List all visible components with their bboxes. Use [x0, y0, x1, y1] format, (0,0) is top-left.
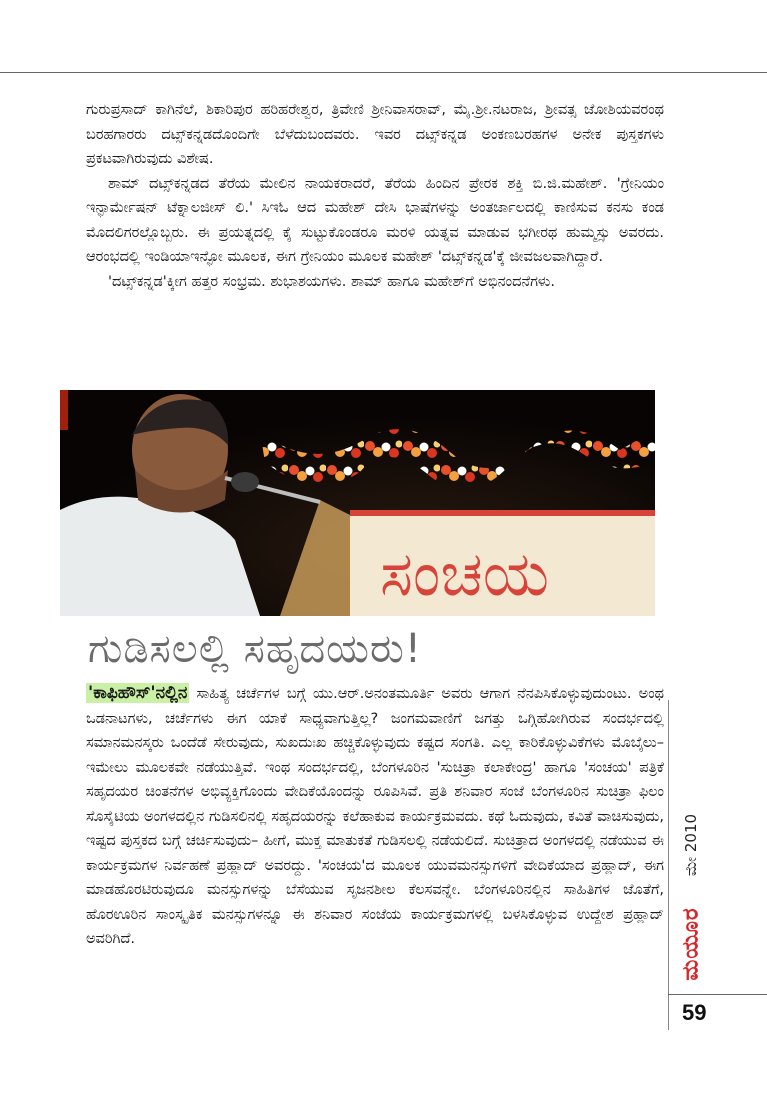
sanchaya-banner-text: ಸಂಚಯ [380, 537, 550, 610]
page-number: 59 [682, 1000, 707, 1025]
article-text [86, 681, 664, 952]
article-heading: ಗುಡಿಸಲಲ್ಲಿ ಸಹೃದಯರು! [88, 626, 422, 672]
sidebar-rule [668, 700, 669, 1030]
issue-date [676, 805, 706, 885]
event-photo [60, 390, 655, 616]
intro-paragraph-1: ಗುರುಪ್ರಸಾದ್ ಕಾಗಿನೆಲೆ, ಶಿಕಾರಿಪುರ ಹರಿಹರೇಶ್ವರ, ತ್ರಿವೇಣಿ ಶ್ರೀನಿವಾಸರಾವ್, ಮೈ.ಶ್ರೀ.ನಟರಾಜ, ಶ್ರೀವತ್ಸ ಜೋಶಿಯವರಂಥ ಬರಹಗಾರರು ದಟ್ಸ್‌ಕನ್ನಡದೊಂದಿಗೇ ಬೆಳೆದುಬಂದವರು. ಇವರ ದಟ್ಸ್‌ಕನ್ನಡ ಅಂಕಣಬರಹಗಳ ಅನೇಕ ಪುಸ್ತಕಗಳು ಪ್ರಕಟವಾಗಿರುವುದು ವಿಶೇಷ. [86, 102, 664, 167]
event-photo-illustration [60, 390, 655, 616]
intro-paragraph-2: ಶಾಮ್ ದಟ್ಸ್‌ಕನ್ನಡದ ತೆರೆಯ ಮೇಲಿನ ನಾಯಕರಾದರೆ, ತೆರೆಯ ಹಿಂದಿನ ಪ್ರೇರಕ ಶಕ್ತಿ ಬಿ.ಜಿ.ಮಹೇಶ್. 'ಗ್ರೇನಿಯಂ ಇನ್ಫಾರ್ಮೇಷನ್ ಟೆಕ್ನಾಲಜೀಸ್ ಲಿ.' ಸಿಇಓ ಆದ ಮಹೇಶ್ ದೇಸಿ ಭಾಷೆಗಳನ್ನು ಅಂತರ್ಜಾಲದಲ್ಲಿ ಕಾಣಿಸುವ ಕನಸು ಕಂಡ ಮೊದಲಿಗರಲ್ಲೊಬ್ಬರು. ಈ ಪ್ರಯತ್ನದಲ್ಲಿ ಕೈ ಸುಟ್ಟುಕೊಂಡರೂ ಮರಳಿ ಯತ್ನವ ಮಾಡುವ ಭಗೀರಥ ಹುಮ್ಮಸ್ಸು ಅವರದು. ಆರಂಭದಲ್ಲಿ ಇಂಡಿಯಾಇನ್ಫೋ ಮೂಲಕ, ಈಗ ಗ್ರೇನಿಯಂ ಮೂಲಕ ಮಹೇಶ್ 'ದಟ್ಸ್‌ಕನ್ನಡ'ಕ್ಕೆ ಜೀವಜಲವಾಗಿದ್ದಾರೆ. [86, 175, 664, 265]
article-paragraph [86, 681, 664, 952]
article-body: ಸಾಹಿತ್ಯ ಚರ್ಚೆಗಳ ಬಗ್ಗೆ ಯು.ಆರ್.ಅನಂತಮೂರ್ತಿ ಅವರು ಆಗಾಗ ನೆನಪಿಸಿಕೊಳ್ಳುವುದುಂಟು. ಅಂಥ ಒಡನಾಟಗಳು, ಚರ್ಚೆಗಳು ಈಗ ಯಾಕೆ ಸಾಧ್ಯವಾಗುತ್ತಿಲ್ಲ? ಜಂಗಮವಾಣಿಗೆ ಜಗತ್ತು ಒಗ್ಗಿಹೋಗಿರುವ ಸಂದರ್ಭದಲ್ಲಿ ಸಮಾನಮನಸ್ಕರು ಒಂದೆಡೆ ಸೇರುವುದು, ಸುಖದುಃಖ ಹಚ್ಚಿಕೊಳ್ಳುವುದು ಕಷ್ಟದ ಸಂಗತಿ. ಎಲ್ಲ ಕಾರಿಕೊಳ್ಳುವಿಕೆಗಳು ಮೊಬೈಲು–ಇಮೇಲು ಮೂಲಕವೇ ನಡೆಯುತ್ತಿವೆ. ಇಂಥ ಸಂದರ್ಭದಲ್ಲಿ, ಬೆಂಗಳೂರಿನ 'ಸುಚಿತ್ರಾ ಕಲಾಕೇಂದ್ರ' ಹಾಗೂ 'ಸಂಚಯ' ಪತ್ರಿಕೆ ಸಹೃದಯರ ಚಿಂತನೆಗಳ ಅಭಿವ್ಯಕ್ತಿಗೊಂದು ವೇದಿಕೆಯೊಂದನ್ನು ರೂಪಿಸಿವೆ. ಪ್ರತಿ ಶನಿವಾರ ಸಂಜೆ ಬೆಂಗಳೂರಿನ ಸುಚಿತ್ರಾ ಫಿಲಂ ಸೊಸೈಟಿಯ ಅಂಗಳದಲ್ಲಿನ ಗುಡಿಸಲಿನಲ್ಲಿ ಸಹೃದಯರನ್ನು ಕಲೆಹಾಕುವ ಕಾರ್ಯಕ್ರಮವದು. ಕಥೆ ಓದುವುದು, ಕವಿತೆ ವಾಚಿಸುವುದು, ಇಷ್ಟದ ಪುಸ್ತಕದ ಬಗ್ಗೆ ಚರ್ಚಿಸುವುದು– ಹೀಗೆ, ಮುಕ್ತ ಮಾತುಕತೆ ಗುಡಿಸಲಲ್ಲಿ ನಡೆಯಲಿದೆ. ಸುಚಿತ್ರಾದ ಅಂಗಳದಲ್ಲಿ ನಡೆಯುವ ಈ ಕಾರ್ಯಕ್ರಮಗಳ ನಿರ್ವಹಣೆ ಪ್ರಹ್ಲಾದ್ ಅವರದ್ದು. 'ಸಂಚಯ'ದ ಮೂಲಕ ಯುವಮನಸ್ಸುಗಳಿಗೆ ವೇದಿಕೆಯಾದ ಪ್ರಹ್ಲಾದ್, ಈಗ ಮಾಡಹೊರಟಿರುವುದೂ ಮನಸ್ಸುಗಳನ್ನು ಬೆಸೆಯುವ ಸೃಜನಶೀಲ ಕೆಲಸವನ್ನೇ. ಬೆಂಗಳೂರಿನಲ್ಲಿನ ಸಾಹಿತಿಗಳ ಜೊತೆಗೆ, ಹೊರಊರಿನ ಸಾಂಸ್ಕೃತಿಕ ಮನಸ್ಸುಗಳನ್ನೂ ಈ ಶನಿವಾರ ಸಂಜೆಯ ಕಾರ್ಯಕ್ರಮಗಳಲ್ಲಿ ಬಳಸಿಕೊಳ್ಳುವ ಉದ್ದೇಶ ಪ್ರಹ್ಲಾದ್ ಅವರಿಗಿದೆ. [86, 686, 664, 947]
intro-paragraph-3: 'ದಟ್ಸ್‌ಕನ್ನಡ'ಕ್ಕೀಗ ಹತ್ತರ ಸಂಭ್ರಮ. ಶುಭಾಶಯಗಳು. ಶಾಮ್ ಹಾಗೂ ಮಹೇಶ್‌ಗೆ ಅಭಿನಂದನೆಗಳು. [108, 273, 556, 290]
magazine-logo [676, 895, 706, 993]
lead-highlight: 'ಕಾಫಿಹೌಸ್'ನಲ್ಲಿನ [88, 683, 188, 703]
top-rule [0, 72, 767, 73]
intro-text [86, 98, 664, 294]
page-number-rule [668, 994, 767, 995]
magazine-name: ಮಯೂರ [678, 907, 704, 981]
issue-date-text: ಮೇ 2010 [682, 813, 700, 877]
